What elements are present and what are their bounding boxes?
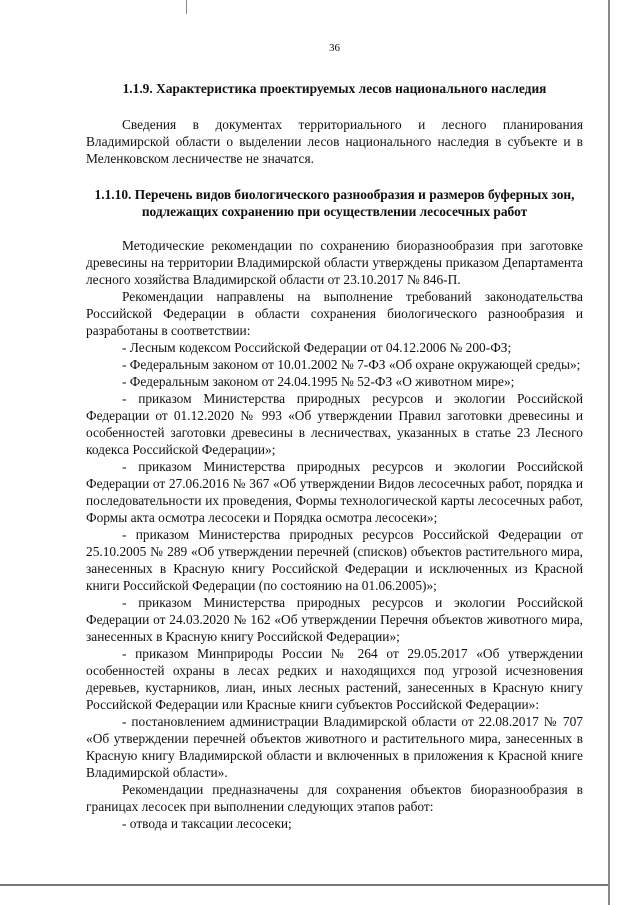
document-page (86, 40, 583, 832)
list-item: - приказом Министерства природных ресурсов и экологии Российской Федерации от 27.06.2016 № 367 «Об утверждении Видов лесосечных работ, порядка и последовательности их проведения, Формы технологической карты лесосечных работ, Формы акта осмотра лесосеки и Порядка осмотра лесосеки»; (86, 459, 583, 525)
scan-edge-bottom (0, 884, 608, 886)
list-item: - приказом Минприроды России № 264 от 29.05.2017 «Об утверждении особенностей охраны в лесах редких и находящихся под угрозой исчезновения деревьев, кустарников, лиан, иных лесных растений, занесенных в Красную книгу Российской Федерации или Красные книги субъектов Российской Федерации»: (86, 646, 583, 712)
page-number: 36 (329, 42, 340, 54)
paragraph: Методические рекомендации по сохранению биоразнообразия при заготовке древесины на территории Владимирской области утверждены приказом Департамента лесного хозяйства Владимирской области от 23.10.2017 № 846-П. (86, 238, 583, 287)
list-item: - приказом Министерства природных ресурсов и экологии Российской Федерации от 01.12.2020 № 993 «Об утверждении Правил заготовки древесины и особенностей заготовки древесины в лесничествах, указанных в статье 23 Лесного кодекса Российской Федерации»; (86, 391, 583, 457)
paragraph: Сведения в документах территориального и лесного планирования Владимирской области о выделении лесов национального наследия в субъекте и в Меленковском лесничестве не значатся. (86, 117, 583, 166)
list-item: - приказом Министерства природных ресурсов и экологии Российской Федерации от 24.03.2020 № 162 «Об утверждении Перечня объектов животного мира, занесенных в Красную книгу Российской Федерации»; (86, 595, 583, 644)
section-heading-1-1-10: 1.1.10. Перечень видов биологического разнообразия и размеров буферных зон, подлежащих сохранению при осуществлении лесосечных работ (94, 187, 575, 219)
scan-artifact-mark (186, 0, 187, 14)
paragraph: Рекомендации предназначены для сохранения объектов биоразнообразия в границах лесосек при выполнении следующих этапов работ: (86, 782, 583, 814)
list-item: - Лесным кодексом Российской Федерации от 04.12.2006 № 200-ФЗ; (122, 340, 512, 355)
list-item: - Федеральным законом от 24.04.1995 № 52-ФЗ «О животном мире»; (122, 374, 515, 389)
scan-edge-right (608, 0, 610, 905)
list-item: - постановлением администрации Владимирской области от 22.08.2017 № 707 «Об утверждении перечней объектов животного и растительного мира, занесенных в Красную книгу Владимирской области и включенных в приложения к Красной книге Владимирской области». (86, 714, 583, 780)
paragraph: Рекомендации направлены на выполнение требований законодательства Российской Федерации в области сохранения биологического разнообразия и разработаны в соответствии: (86, 289, 583, 338)
list-item: - отвода и таксации лесосеки; (122, 816, 292, 831)
section-heading-1-1-9: 1.1.9. Характеристика проектируемых лесов национального наследия (122, 81, 547, 96)
list-item: - Федеральным законом от 10.01.2002 № 7-ФЗ «Об охране окружающей среды»; (122, 357, 581, 372)
list-item: - приказом Министерства природных ресурсов Российской Федерации от 25.10.2005 № 289 «Об утверждении перечней (списков) объектов растительного мира, занесенных в Красную книгу Российской Федерации и исключенных из Красной книги Российской Федерации (по состоянию на 01.06.2005)»; (86, 527, 583, 593)
